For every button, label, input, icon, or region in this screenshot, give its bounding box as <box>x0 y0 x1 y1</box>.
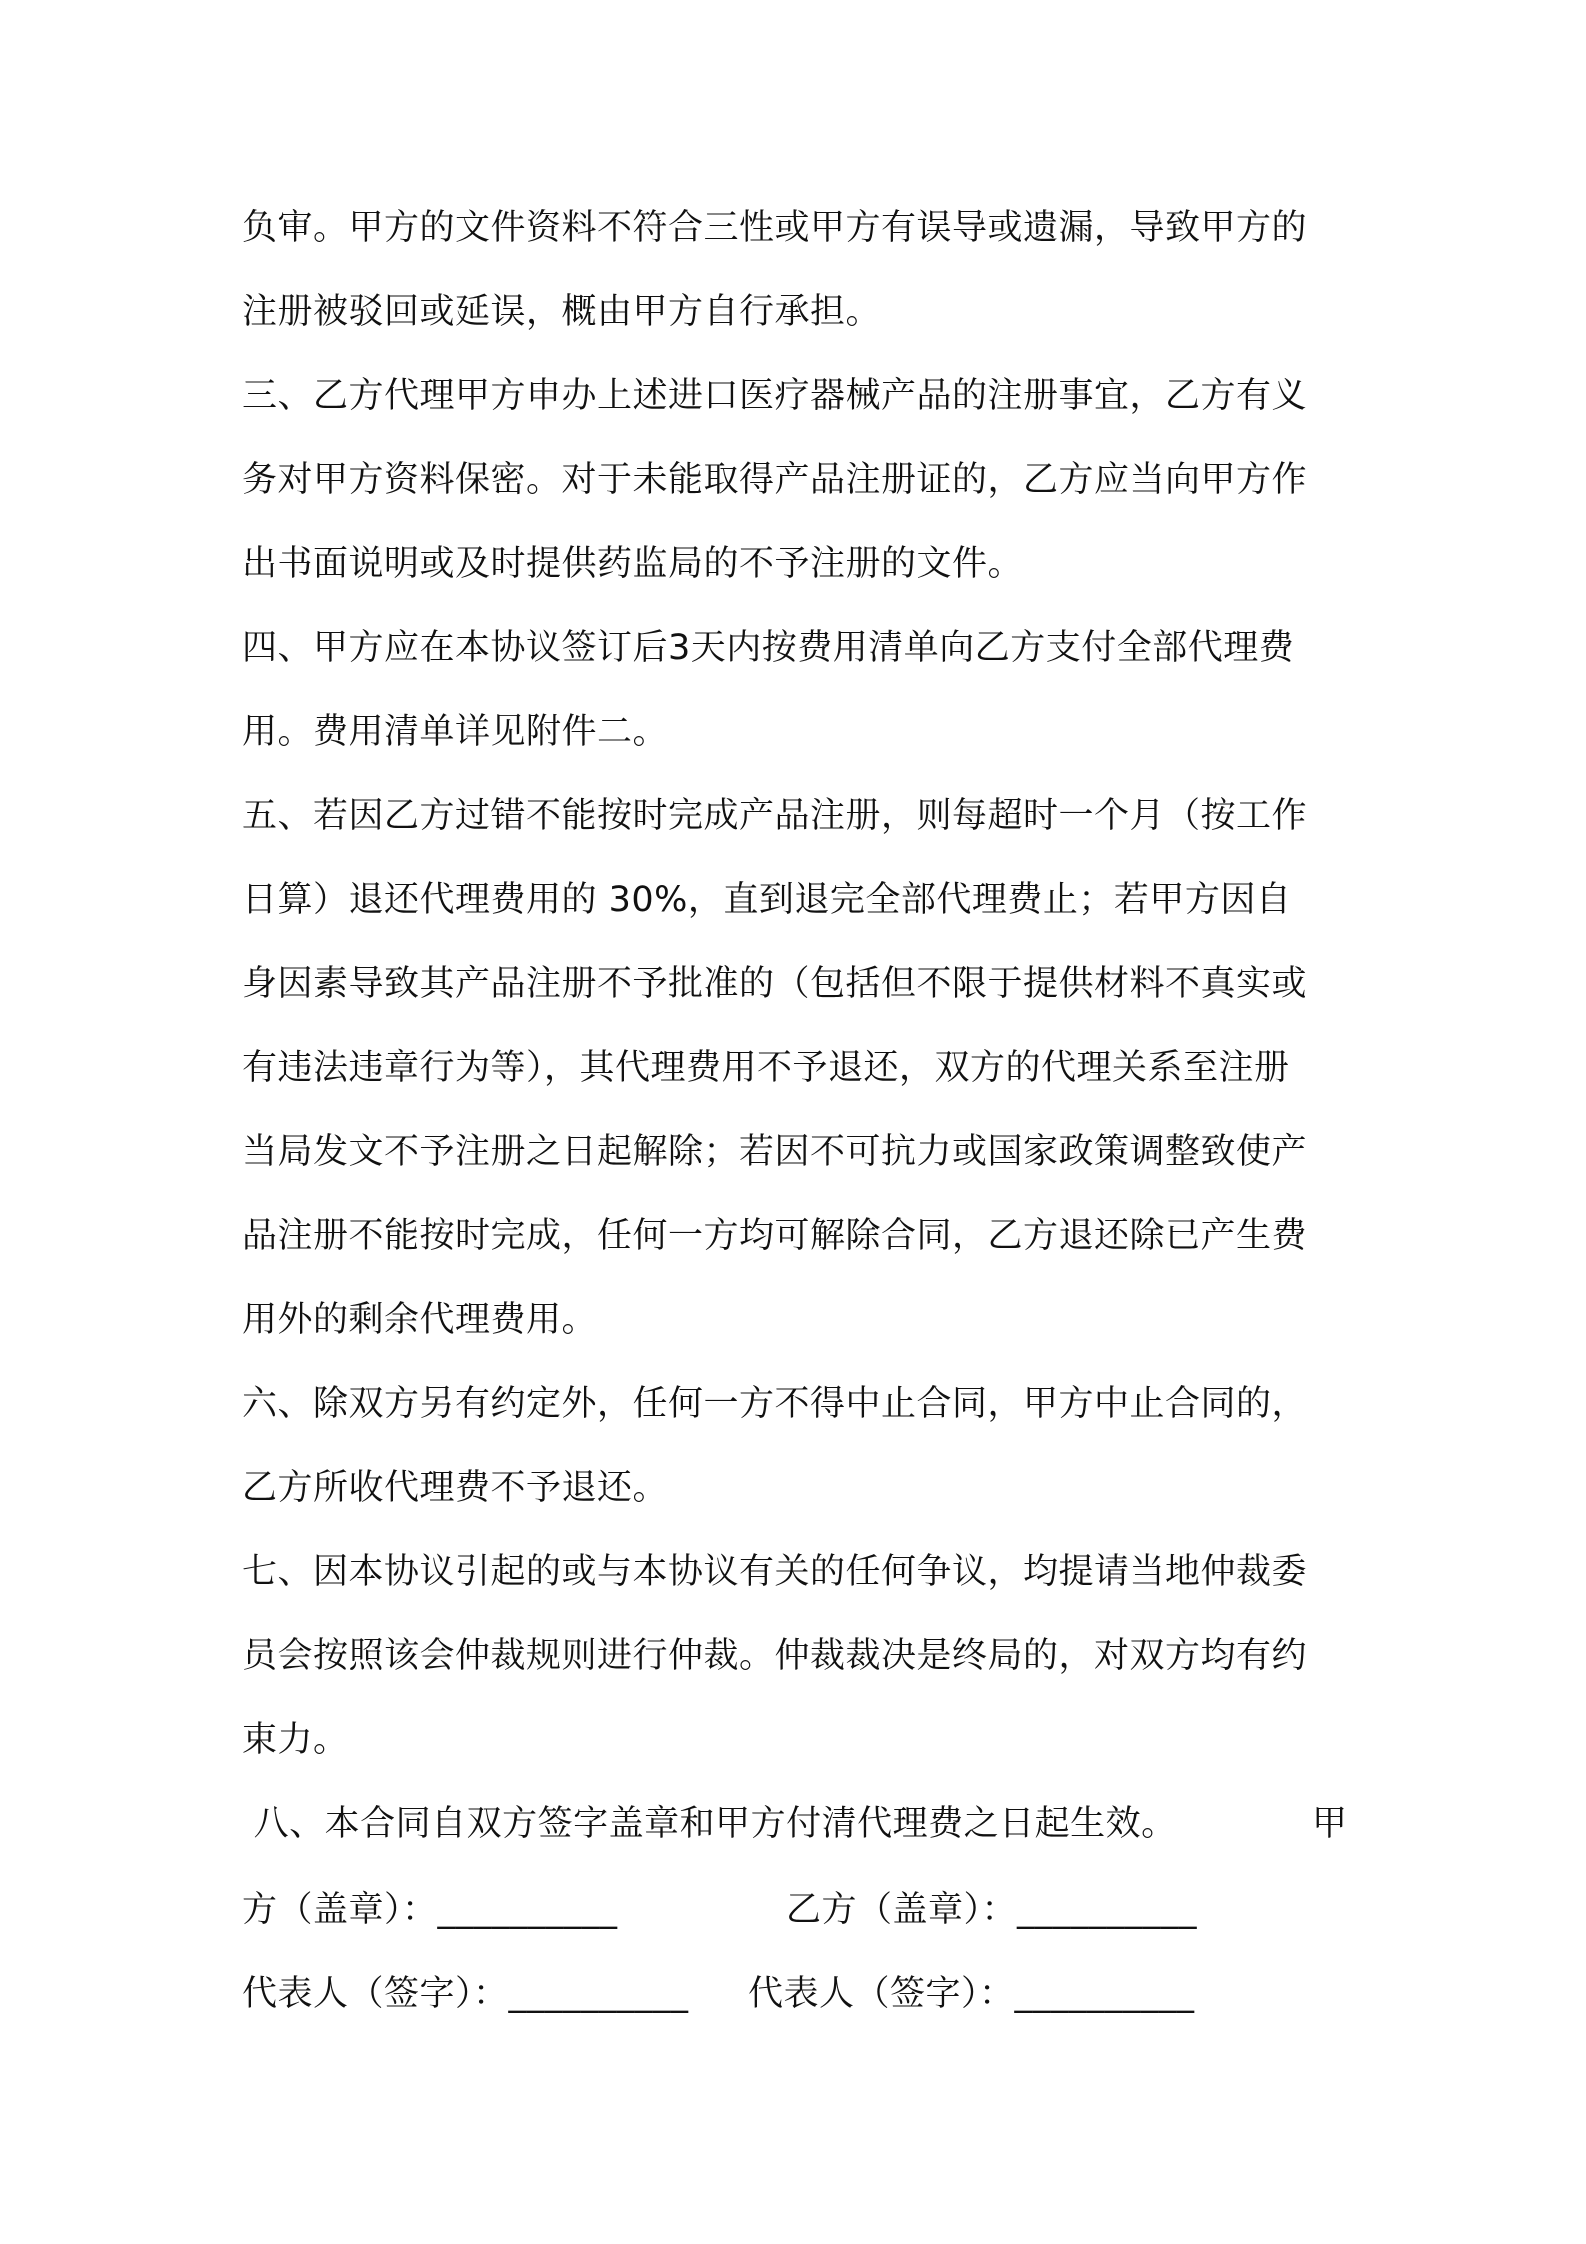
text-line: 五、若因乙方过错不能按时完成产品注册，则每超时一个月（按工作 <box>242 796 1308 836</box>
text-line: 束力。 <box>242 1720 349 1760</box>
party-a-seal-line: 方（盖章）：__________ <box>242 1890 618 1930</box>
text-line: 三、乙方代理甲方申办上述进口医疗器械产品的注册事宜，乙方有义 <box>242 376 1308 416</box>
text-line: 六、除双方另有约定外，任何一方不得中止合同，甲方中止合同的， <box>242 1384 1308 1424</box>
party-b-seal-line: 乙方（盖章）：__________ <box>786 1890 1198 1930</box>
party-a-representative-line: 代表人（签字）：__________ <box>242 1974 689 2014</box>
text-line: 用外的剩余代理费用。 <box>242 1300 598 1340</box>
text-line: 身因素导致其产品注册不予批准的（包括但不限于提供材料不真实或 <box>242 964 1308 1004</box>
text-line: 七、因本协议引起的或与本协议有关的任何争议，均提请当地仲裁委 <box>242 1552 1308 1592</box>
text-line: 日算）退还代理费用的 30%，直到退完全部代理费止；若甲方因自 <box>242 880 1292 920</box>
text-line: 负审。甲方的文件资料不符合三性或甲方有误导或遗漏，导致甲方的 <box>242 208 1308 248</box>
text-line: 注册被驳回或延误，概由甲方自行承担。 <box>242 292 882 332</box>
text-line: 乙方所收代理费不予退还。 <box>242 1468 669 1508</box>
text-line: 员会按照该会仲裁规则进行仲裁。仲裁裁决是终局的，对双方均有约 <box>242 1636 1308 1676</box>
effective-clause: 八、本合同自双方签字盖章和甲方付清代理费之日起生效。 <box>242 1804 1177 1844</box>
text-line: 品注册不能按时完成，任何一方均可解除合同，乙方退还除已产生费 <box>242 1216 1308 1256</box>
text-line: 务对甲方资料保密。对于未能取得产品注册证的，乙方应当向甲方作 <box>242 460 1308 500</box>
text-line: 当局发文不予注册之日起解除；若因不可抗力或国家政策调整致使产 <box>242 1132 1308 1172</box>
party-b-representative-line: 代表人（签字）：__________ <box>748 1974 1195 2014</box>
text-line: 用。费用清单详见附件二。 <box>242 712 669 752</box>
text-line: 有违法违章行为等），其代理费用不予退还，双方的代理关系至注册 <box>242 1048 1290 1088</box>
trailing-char: 甲 <box>1312 1804 1348 1844</box>
text-line: 出书面说明或及时提供药监局的不予注册的文件。 <box>242 544 1024 584</box>
text-line: 四、甲方应在本协议签订后3天内按费用清单向乙方支付全部代理费 <box>242 628 1295 668</box>
